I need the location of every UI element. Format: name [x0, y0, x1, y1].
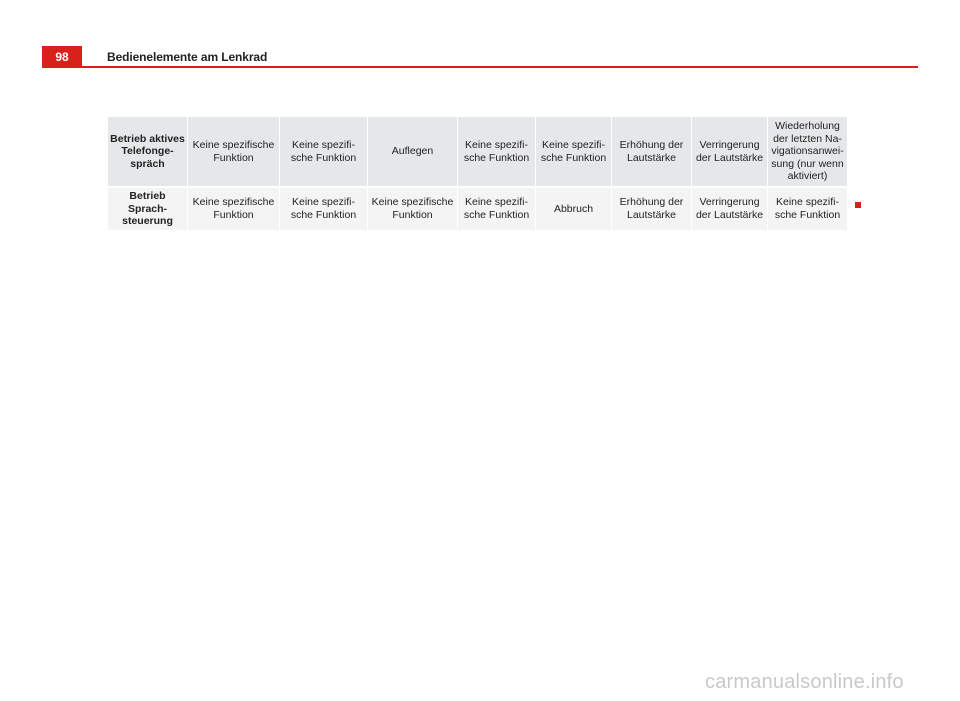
table-cell: Wiederholung der letzten Na-vigationsanwei-sung (nur wenn aktiviert) — [768, 117, 848, 188]
table-cell: Keine spezifi-sche Funktion — [280, 117, 368, 188]
section-end-marker — [855, 202, 861, 208]
table-cell: Keine spezifische Funktion — [188, 117, 280, 188]
table-cell: Verringerung der Lautstärke — [692, 188, 768, 232]
page-title: Bedienelemente am Lenkrad — [107, 50, 268, 64]
table-cell: Keine spezifi-sche Funktion — [458, 188, 536, 232]
table-cell: Keine spezifi-sche Funktion — [768, 188, 848, 232]
table-row — [108, 188, 848, 232]
table-cell: Abbruch — [536, 188, 612, 232]
table-cell: Erhöhung der Lautstärke — [612, 188, 692, 232]
table-cell: Verringerung der Lautstärke — [692, 117, 768, 188]
function-table — [108, 117, 848, 232]
table-cell: Auflegen — [368, 117, 458, 188]
table-cell: Keine spezifi-sche Funktion — [280, 188, 368, 232]
table-cell: Erhöhung der Lautstärke — [612, 117, 692, 188]
page-number: 98 — [42, 46, 82, 68]
table-row — [108, 117, 848, 188]
table-cell: Keine spezifische Funktion — [188, 188, 280, 232]
function-table-container — [108, 117, 848, 232]
header-divider — [42, 66, 918, 68]
table-cell: Keine spezifische Funktion — [368, 188, 458, 232]
row-label: Betrieb Sprach-steuerung — [108, 188, 188, 232]
table-cell: Keine spezifi-sche Funktion — [458, 117, 536, 188]
table-cell: Keine spezifi-sche Funktion — [536, 117, 612, 188]
row-label: Betrieb aktives Telefonge-spräch — [108, 117, 188, 188]
watermark: carmanualsonline.info — [705, 671, 904, 693]
